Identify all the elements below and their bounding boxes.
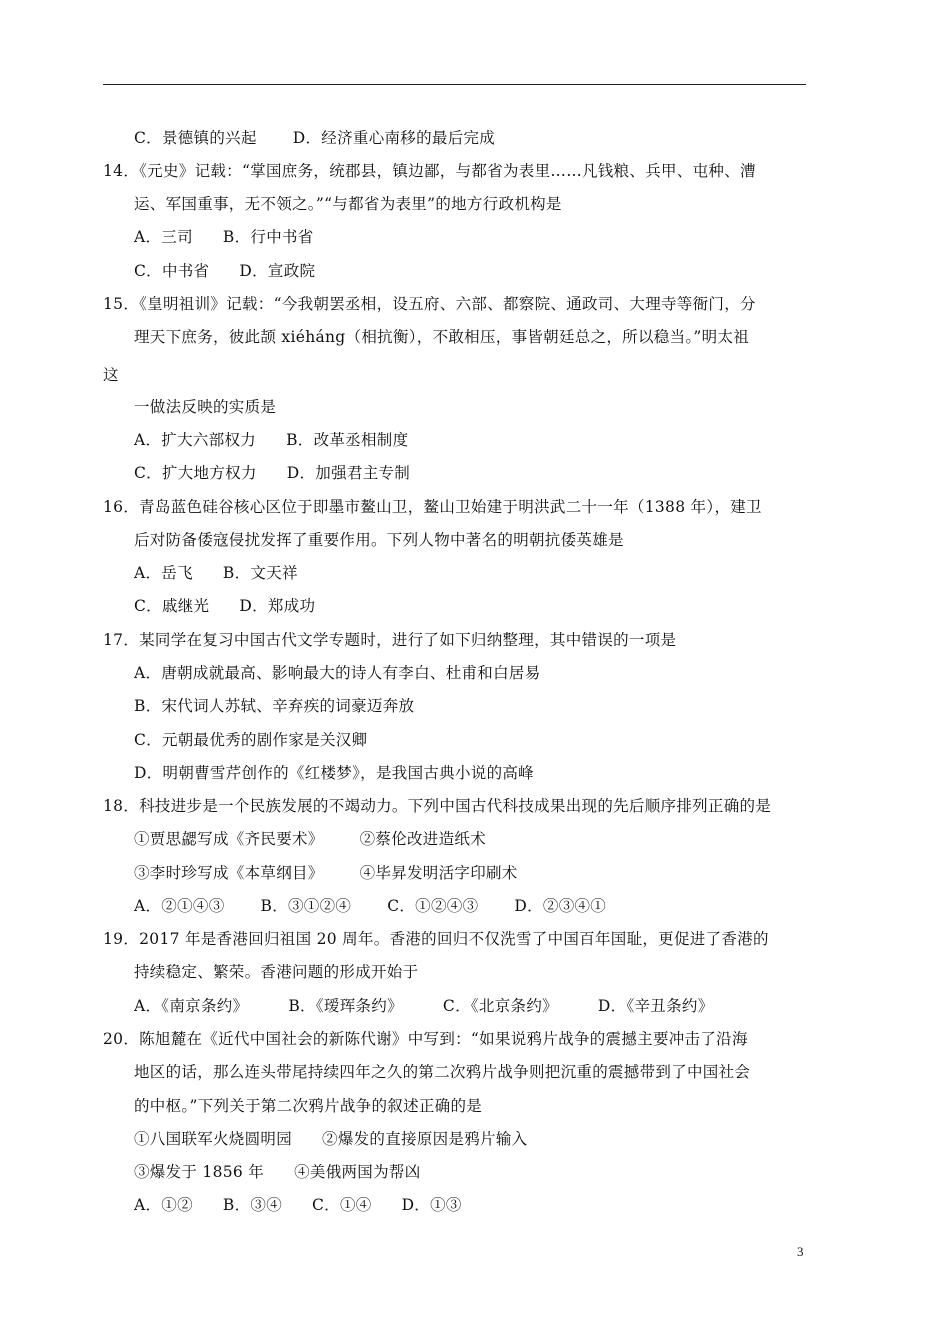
q18-item-1: ①贾思勰写成《齐民要术》 <box>134 830 324 848</box>
q20-item-2: ②爆发的直接原因是鸦片输入 <box>322 1130 528 1148</box>
q20-item-3: ③爆发于 1856 年 <box>134 1163 265 1181</box>
q20-items-34 <box>134 1162 421 1182</box>
q20-items-12 <box>134 1129 527 1149</box>
q19-options <box>134 996 714 1016</box>
q20-option-d: D．①③ <box>401 1196 462 1214</box>
q15-stem-line2: 理天下庶务，彼此颉 xiéháng（相抗衡），不敢相压，事皆朝廷总之，所以稳当。”明太祖 <box>134 328 750 346</box>
q15-stem-line4: 一做法反映的实质是 <box>134 398 277 416</box>
q14-options-ab <box>134 227 314 247</box>
q13-options-cd <box>134 128 495 148</box>
q20-item-1: ①八国联军火烧圆明园 <box>134 1130 293 1148</box>
q20-stem-line2: 地区的话，那么连头带尾持续四年之久的第二次鸦片战争则把沉重的震撼带到了中国社会 <box>134 1063 751 1081</box>
q15-option-b: B．改革丞相制度 <box>286 431 409 449</box>
q15-options-cd <box>134 463 410 483</box>
q15-options-ab <box>134 430 408 450</box>
q18-items-34 <box>134 863 518 883</box>
q20-item-4: ④美俄两国为帮凶 <box>294 1163 421 1181</box>
q16-stem-line1: 16．青岛蓝色硅谷核心区位于即墨市鳌山卫，鳌山卫始建于明洪武二十一年（1388 年），建卫 <box>103 498 762 516</box>
q18-option-b: B．③①②④ <box>260 897 352 915</box>
q20-stem-line3: 的中枢。”下列关于第二次鸦片战争的叙述正确的是 <box>134 1097 483 1115</box>
q17-option-b: B．宋代词人苏轼、辛弃疾的词豪迈奔放 <box>134 697 415 715</box>
q18-item-2: ②蔡伦改进造纸术 <box>359 830 487 848</box>
q16-options-cd <box>134 596 315 616</box>
q15-option-c: C．扩大地方权力 <box>134 464 257 482</box>
q16-option-c: C．戚继光 <box>134 597 210 615</box>
header-rule <box>103 84 806 85</box>
q18-stem-line1: 18．科技进步是一个民族发展的不竭动力。下列中国古代科技成果出现的先后顺序排列正确的是 <box>103 797 772 815</box>
q16-stem-line2: 后对防备倭寇侵扰发挥了重要作用。下列人物中著名的明朝抗倭英雄是 <box>134 531 624 549</box>
q20-stem-line1: 20．陈旭麓在《近代中国社会的新陈代谢》中写到：“如果说鸦片战争的震撼主要冲击了沿海 <box>103 1030 748 1048</box>
q15-stem-line1: 15．《皇明祖训》记载：“今我朝罢丞相，设五府、六部、都察院、通政司、大理寺等衙门，分 <box>103 295 756 313</box>
q16-option-a: A．岳飞 <box>134 564 193 582</box>
q19-stem-line2: 持续稳定、繁荣。香港问题的形成开始于 <box>134 963 419 981</box>
q18-item-4: ④毕昇发明活字印刷术 <box>359 864 518 882</box>
q16-option-d: D．郑成功 <box>239 597 316 615</box>
q14-options-cd <box>134 261 315 281</box>
q14-stem-line1: 14．《元史》记载：“掌国庶务，统郡县，镇边鄙，与都省为表里……凡钱粮、兵甲、屯种、漕 <box>103 162 756 180</box>
q17-option-c: C．元朝最优秀的剧作家是关汉卿 <box>134 731 368 749</box>
q15-option-a: A．扩大六部权力 <box>134 431 257 449</box>
q20-option-a: A．①② <box>134 1196 193 1214</box>
q19-stem-line1: 19．2017 年是香港回归祖国 20 周年。香港的回归不仅洗雪了中国百年国耻，更促进了香港的 <box>103 930 769 948</box>
q18-option-c: C．①②④③ <box>387 897 479 915</box>
q14-stem-line2: 运、军国重事，无不领之。”“与都省为表里”的地方行政机构是 <box>134 195 562 213</box>
q14-option-a: A．三司 <box>134 228 193 246</box>
q19-option-c: C．《北京条约》 <box>442 997 558 1015</box>
q20-option-b: B．③④ <box>222 1196 282 1214</box>
q15-option-d: D．加强君主专制 <box>286 464 411 482</box>
q14-option-b: B．行中书省 <box>222 228 314 246</box>
q15-stem-line3: 这 <box>103 366 119 384</box>
q18-options <box>134 896 606 916</box>
q18-option-d: D．②③④① <box>514 897 607 915</box>
q18-items-12 <box>134 829 486 849</box>
q13-option-c: C．景德镇的兴起 <box>134 129 257 147</box>
q14-option-c: C．中书省 <box>134 262 210 280</box>
q18-option-a: A．②①④③ <box>134 897 225 915</box>
q16-options-ab <box>134 563 298 583</box>
q19-option-a: A．《南京条约》 <box>134 997 249 1015</box>
q19-option-d: D．《辛丑条约》 <box>597 997 714 1015</box>
q17-option-d: D．明朝曹雪芹创作的《红楼梦》，是我国古典小说的高峰 <box>134 764 534 782</box>
page-number: 3 <box>797 1244 804 1259</box>
q20-option-c: C．①④ <box>312 1196 372 1214</box>
q18-item-3: ③李时珍写成《本草纲目》 <box>134 864 324 882</box>
q17-option-a: A．唐朝成就最高、影响最大的诗人有李白、杜甫和白居易 <box>134 664 541 682</box>
q14-option-d: D．宣政院 <box>239 262 316 280</box>
q17-stem-line1: 17．某同学在复习中国古代文学专题时，进行了如下归纳整理，其中错误的一项是 <box>103 631 677 649</box>
q19-option-b: B．《瑷珲条约》 <box>288 997 403 1015</box>
q20-options <box>134 1195 462 1215</box>
q16-option-b: B．文天祥 <box>222 564 298 582</box>
q13-option-d: D．经济重心南移的最后完成 <box>292 129 496 147</box>
